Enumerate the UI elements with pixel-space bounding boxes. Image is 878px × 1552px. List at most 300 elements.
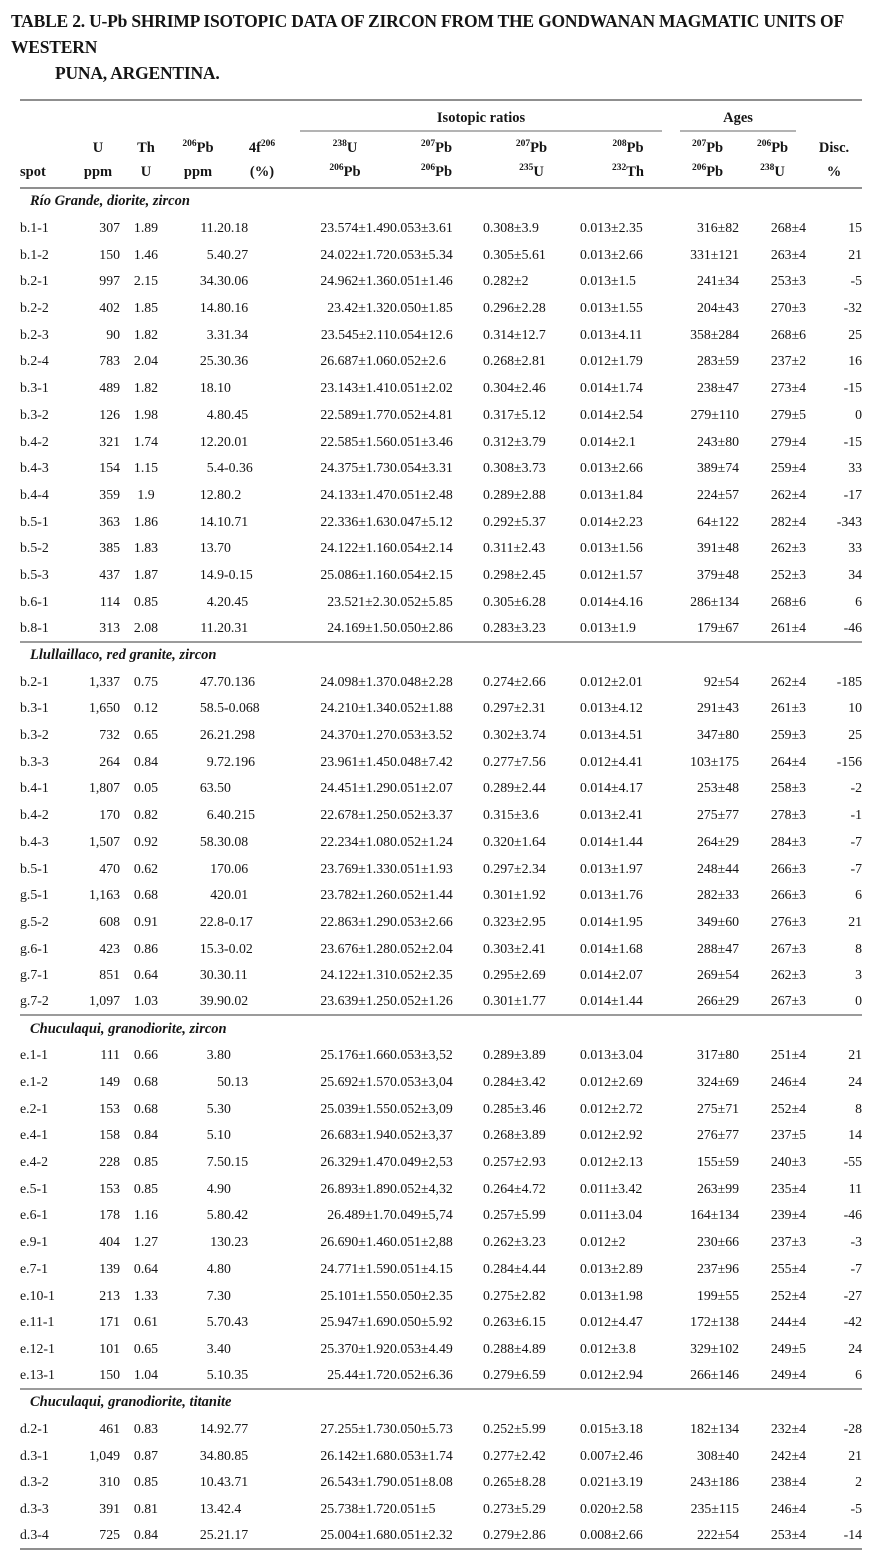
cell-pb207-pb206: 0.053±5.34 (390, 246, 453, 262)
cell-u-ppm: 1,650 (88, 700, 120, 716)
cell-pb206-ppm: 63.5 (199, 780, 224, 796)
table-title-line1: TABLE 2. U-Pb SHRIMP ISOTOPIC DATA OF ZIRCON FROM THE GONDWANAN MAGMATIC UNITS OF WESTERN (11, 11, 844, 57)
cell-age-pb206-u238: 232±4 (770, 1420, 807, 1436)
cell-u238-pb206: 23.545±2.11 (320, 326, 390, 342)
cell-u238-pb206: 23.676±1.28 (320, 940, 390, 956)
cell-pb207-u235: 0.257±5.99 (483, 1207, 546, 1223)
cell-spot: g.5-2 (20, 913, 49, 929)
cell-age-pb207-pb206: 204±43 (696, 300, 740, 316)
cell-pb208-th232: 0.014±2.54 (580, 406, 643, 422)
cell-age-pb206-u238: 261±3 (770, 700, 807, 716)
cell-th-u: 1.9 (137, 486, 155, 502)
cell-pb207-pb206: 0.051±3.46 (390, 433, 453, 449)
cell-u-ppm: 783 (99, 353, 120, 369)
cell-u238-pb206: 24.169±1.5 (327, 619, 390, 635)
cell-pb206-ppm: 3.4 (206, 1340, 224, 1356)
cell-spot: b.3-1 (20, 700, 49, 716)
cell-f206-pct: 0.36 (224, 353, 249, 369)
cell-pb206-ppm: 10.4 (199, 1474, 224, 1490)
cell-u-ppm: 307 (99, 220, 120, 236)
cell-f206-pct: 0.11 (224, 967, 248, 983)
cell-u238-pb206: 25.039±1.55 (320, 1100, 390, 1116)
cell-pb207-u235: 0.252±5.99 (483, 1420, 546, 1436)
cell-pb207-u235: 0.301±1.92 (483, 887, 546, 903)
cell-th-u: 0.65 (133, 727, 159, 743)
cell-spot: e.9-1 (20, 1234, 48, 1250)
cell-age-pb207-pb206: 235±115 (690, 1501, 740, 1517)
cell-age-pb206-u238: 237±3 (770, 1234, 807, 1250)
cell-disc-pct: -42 (843, 1314, 863, 1330)
table-row (20, 295, 862, 322)
table-row (20, 962, 862, 989)
cell-age-pb206-u238: 262±4 (770, 486, 807, 502)
cell-pb208-th232: 0.014±2.07 (580, 967, 643, 983)
cell-pb207-pb206: 0.054±2.14 (390, 540, 453, 556)
table-row (20, 935, 862, 962)
cell-age-pb207-pb206: 283±59 (696, 353, 740, 369)
cell-u-ppm: 213 (99, 1287, 120, 1303)
cell-spot: b.6-1 (20, 593, 49, 609)
cell-pb206-ppm: 11.2 (200, 220, 224, 236)
cell-pb206-ppm: 9.7 (206, 753, 224, 769)
cell-u-ppm: 404 (99, 1234, 120, 1250)
cell-age-pb207-pb206: 103±175 (690, 753, 740, 769)
cell-pb206-ppm: 5.4 (206, 246, 224, 262)
cell-pb207-u235: 0.288±4.89 (483, 1340, 546, 1356)
cell-pb207-u235: 0.284±3.42 (483, 1074, 546, 1090)
cell-pb207-pb206: 0.054±12.6 (390, 326, 453, 342)
cell-pb207-pb206: 0.053±3,04 (390, 1074, 453, 1090)
cell-f206-pct: -0.15 (224, 566, 253, 582)
cell-pb208-th232: 0.013±2.35 (580, 220, 643, 236)
table-row (20, 1336, 862, 1363)
cell-u238-pb206: 24.451±1.29 (320, 780, 390, 796)
cell-disc-pct: -46 (843, 1207, 863, 1223)
cell-th-u: 0.85 (133, 593, 159, 609)
cell-pb208-th232: 0.013±2.66 (580, 246, 643, 262)
table-row (20, 1362, 862, 1389)
cell-spot: b.2-4 (20, 353, 49, 369)
cell-u-ppm: 461 (99, 1420, 120, 1436)
section-row (20, 1389, 862, 1416)
section-row (20, 1015, 862, 1042)
cell-pb207-pb206: 0.048±2.28 (390, 673, 453, 689)
cell-f206-pct: 0.85 (224, 1447, 249, 1463)
cell-disc-pct: -7 (850, 1260, 863, 1276)
cell-pb206-ppm: 4.9 (206, 1180, 224, 1196)
cell-pb207-pb206: 0.052±2.6 (390, 353, 446, 369)
cell-f206-pct: 0.06 (224, 860, 249, 876)
cell-f206-pct: 0.18 (224, 220, 249, 236)
table-row (20, 268, 862, 295)
cell-pb207-pb206: 0.052±4,32 (390, 1180, 453, 1196)
cell-age-pb207-pb206: 248±44 (696, 860, 740, 876)
cell-pb206-ppm: 12.2 (199, 433, 224, 449)
cell-pb207-u235: 0.303±2.41 (483, 940, 546, 956)
cell-pb207-pb206: 0.052±3,37 (390, 1127, 453, 1143)
cell-th-u: 1.82 (133, 326, 159, 342)
cell-spot: e.10-1 (20, 1287, 55, 1303)
cell-th-u: 0.82 (133, 807, 159, 823)
cell-th-u: 0.84 (133, 1127, 159, 1143)
table-row (20, 668, 862, 695)
cell-f206-pct: 2.4 (224, 1501, 242, 1517)
cell-pb207-u235: 0.289±3.89 (483, 1047, 546, 1063)
cell-u-ppm: 1,807 (88, 780, 120, 796)
cell-pb206-ppm: 42 (210, 887, 224, 903)
table-row (20, 1496, 862, 1523)
table-row (20, 375, 862, 402)
cell-pb208-th232: 0.013±1.9 (580, 619, 636, 635)
table-title (11, 8, 874, 86)
cell-age-pb206-u238: 249±5 (770, 1340, 807, 1356)
cell-u-ppm: 170 (99, 807, 120, 823)
cell-u238-pb206: 23.574±1.49 (320, 220, 390, 236)
cell-age-pb206-u238: 235±4 (770, 1180, 807, 1196)
cell-pb207-u235: 0.314±12.7 (483, 326, 546, 342)
cell-pb208-th232: 0.012±2.94 (580, 1367, 643, 1383)
cell-u238-pb206: 24.370±1.27 (320, 727, 390, 743)
cell-pb206-ppm: 5.4 (206, 460, 224, 476)
cell-age-pb207-pb206: 222±54 (696, 1527, 740, 1543)
cell-pb207-u235: 0.297±2.34 (483, 860, 546, 876)
cell-disc-pct: 15 (848, 220, 863, 236)
cell-pb206-ppm: 34.8 (199, 1447, 224, 1463)
cell-u238-pb206: 26.683±1.94 (320, 1127, 390, 1143)
cell-pb207-u235: 0.301±1.77 (483, 993, 546, 1009)
cell-age-pb207-pb206: 179±67 (696, 619, 740, 635)
table-row (20, 508, 862, 535)
cell-f206-pct: 1.17 (224, 1527, 249, 1543)
cell-pb206-ppm: 4.8 (206, 1260, 224, 1276)
cell-pb207-pb206: 0.051±2.02 (390, 380, 453, 396)
cell-u238-pb206: 22.336±1.63 (320, 513, 390, 529)
cell-f206-pct: 0 (224, 1287, 231, 1303)
cell-pb207-pb206: 0.053±3.61 (390, 220, 453, 236)
group-isotopic-ratios (300, 100, 676, 132)
cell-age-pb206-u238: 249±4 (770, 1367, 807, 1383)
table-row (20, 588, 862, 615)
cell-u238-pb206: 26.489±1.7 (327, 1207, 390, 1223)
table-row (20, 1175, 862, 1202)
cell-age-pb206-u238: 282±4 (770, 513, 807, 529)
col-header-disc: Disc. % (806, 132, 862, 188)
cell-th-u: 1.74 (133, 433, 159, 449)
table-row (20, 1229, 862, 1256)
cell-spot: d.3-3 (20, 1501, 49, 1517)
cell-age-pb207-pb206: 243±80 (696, 433, 740, 449)
cell-spot: b.4-1 (20, 780, 49, 796)
cell-age-pb206-u238: 270±3 (770, 300, 807, 316)
cell-pb208-th232: 0.014±1.95 (580, 913, 643, 929)
cell-pb208-th232: 0.013±3.04 (580, 1047, 643, 1063)
cell-age-pb207-pb206: 263±99 (696, 1180, 740, 1196)
cell-pb207-pb206: 0.051±1.46 (390, 273, 453, 289)
cell-pb208-th232: 0.008±2.66 (580, 1527, 643, 1543)
cell-age-pb207-pb206: 288±47 (696, 940, 740, 956)
cell-spot: b.1-2 (20, 246, 49, 262)
cell-age-pb207-pb206: 291±43 (696, 700, 740, 716)
table-row (20, 535, 862, 562)
cell-age-pb206-u238: 266±3 (770, 887, 807, 903)
cell-age-pb206-u238: 279±4 (770, 433, 807, 449)
cell-f206-pct: 0.23 (224, 1234, 249, 1250)
cell-pb207-pb206: 0.050±5.73 (390, 1420, 453, 1436)
cell-u238-pb206: 22.234±1.08 (320, 833, 390, 849)
cell-disc-pct: -2 (850, 780, 863, 796)
cell-pb208-th232: 0.013±1.76 (580, 887, 643, 903)
cell-f206-pct: -0.02 (224, 940, 253, 956)
cell-pb206-ppm: 47.7 (199, 673, 224, 689)
cell-age-pb206-u238: 268±6 (770, 326, 807, 342)
cell-disc-pct: -15 (843, 433, 863, 449)
cell-age-pb207-pb206: 275±71 (696, 1100, 740, 1116)
table-row (20, 855, 862, 882)
cell-spot: b.4-3 (20, 460, 49, 476)
cell-pb207-pb206: 0.052±1.26 (390, 993, 453, 1009)
cell-pb208-th232: 0.012±2.69 (580, 1074, 643, 1090)
cell-pb207-u235: 0.323±2.95 (483, 913, 546, 929)
cell-u238-pb206: 26.687±1.06 (320, 353, 390, 369)
cell-pb207-pb206: 0.047±5.12 (390, 513, 453, 529)
cell-spot: g.5-1 (20, 887, 49, 903)
cell-spot: b.2-2 (20, 300, 49, 316)
cell-th-u: 1.16 (133, 1207, 159, 1223)
cell-disc-pct: -5 (850, 273, 863, 289)
cell-spot: b.4-2 (20, 807, 49, 823)
cell-disc-pct: 0 (855, 993, 863, 1009)
cell-u-ppm: 385 (99, 540, 120, 556)
cell-pb207-u235: 0.265±8.28 (483, 1474, 546, 1490)
cell-f206-pct: 0.02 (224, 993, 249, 1009)
cell-age-pb206-u238: 259±3 (770, 727, 807, 743)
cell-pb208-th232: 0.015±3.18 (580, 1420, 643, 1436)
cell-u-ppm: 111 (100, 1047, 120, 1063)
cell-pb206-ppm: 15.3 (199, 940, 224, 956)
cell-pb207-pb206: 0.051±5 (390, 1501, 436, 1517)
cell-age-pb206-u238: 278±3 (770, 807, 807, 823)
cell-age-pb207-pb206: 389±74 (696, 460, 740, 476)
cell-disc-pct: 24 (848, 1074, 863, 1090)
cell-pb206-ppm: 39.9 (199, 993, 224, 1009)
table-row (20, 562, 862, 589)
col-header-spot: spot (20, 132, 76, 188)
cell-pb208-th232: 0.013±1.55 (580, 300, 643, 316)
cell-u-ppm: 126 (99, 406, 120, 422)
cell-pb207-u235: 0.279±2.86 (483, 1527, 546, 1543)
cell-th-u: 2.15 (133, 273, 159, 289)
cell-age-pb206-u238: 242±4 (770, 1447, 807, 1463)
cell-pb207-pb206: 0.052±1.24 (390, 833, 453, 849)
cell-spot: b.3-1 (20, 380, 49, 396)
cell-u-ppm: 150 (99, 246, 120, 262)
cell-age-pb206-u238: 237±5 (770, 1127, 807, 1143)
cell-pb208-th232: 0.014±4.17 (580, 780, 643, 796)
table-row (20, 1442, 862, 1469)
cell-pb208-th232: 0.014±1.44 (580, 993, 643, 1009)
cell-pb207-pb206: 0.051±8.08 (390, 1474, 453, 1490)
cell-disc-pct: -343 (836, 513, 863, 529)
cell-spot: e.1-2 (20, 1074, 48, 1090)
cell-age-pb207-pb206: 182±134 (690, 1420, 740, 1436)
cell-disc-pct: 25 (848, 727, 863, 743)
cell-th-u: 0.87 (133, 1447, 159, 1463)
cell-th-u: 0.68 (133, 1100, 159, 1116)
column-header-row (20, 132, 862, 188)
table-row (20, 1095, 862, 1122)
cell-age-pb207-pb206: 155±59 (696, 1154, 740, 1170)
cell-th-u: 1.86 (133, 513, 159, 529)
cell-f206-pct: -0.17 (224, 913, 253, 929)
cell-disc-pct: 33 (848, 460, 863, 476)
cell-spot: d.3-1 (20, 1447, 49, 1463)
cell-th-u: 2.08 (133, 619, 159, 635)
cell-f206-pct: 0 (224, 1127, 231, 1143)
cell-f206-pct: 0.2 (224, 486, 242, 502)
cell-th-u: 0.65 (133, 1340, 159, 1356)
cell-th-u: 1.04 (133, 1367, 159, 1383)
cell-pb207-u235: 0.315±3.6 (483, 807, 539, 823)
cell-th-u: 1.46 (133, 246, 159, 262)
cell-disc-pct: -7 (850, 833, 863, 849)
col-header-f206: $4f^{206}$ (%) (224, 132, 300, 188)
col-header-age-pb206-u238: $^{206}$Pb $^{238}$U (739, 132, 806, 188)
cell-age-pb207-pb206: 92±54 (703, 673, 740, 689)
cell-age-pb206-u238: 284±3 (770, 833, 807, 849)
table-row (20, 428, 862, 455)
col-header-pb206-ppm: $^{206}$Pb ppm (172, 132, 224, 188)
col-header-pb208-th232: $^{208}$Pb $^{232}$Th (580, 132, 676, 188)
cell-th-u: 0.68 (133, 887, 159, 903)
group-ages (676, 100, 806, 132)
table-row (20, 1202, 862, 1229)
cell-age-pb207-pb206: 329±102 (690, 1340, 740, 1356)
cell-pb207-u235: 0.289±2.88 (483, 486, 546, 502)
cell-age-pb207-pb206: 224±57 (696, 486, 740, 502)
table-row (20, 1282, 862, 1309)
cell-pb208-th232: 0.012±1.79 (580, 353, 643, 369)
cell-pb206-ppm: 4.8 (206, 406, 224, 422)
cell-disc-pct: -7 (850, 860, 863, 876)
cell-f206-pct: 0.08 (224, 833, 249, 849)
cell-spot: e.4-1 (20, 1127, 48, 1143)
cell-pb207-pb206: 0.051±1.93 (390, 860, 453, 876)
cell-disc-pct: -3 (850, 1234, 863, 1250)
cell-disc-pct: 21 (848, 1047, 863, 1063)
cell-pb206-ppm: 18.1 (199, 380, 224, 396)
cell-age-pb207-pb206: 379±48 (696, 566, 740, 582)
cell-u-ppm: 402 (99, 300, 120, 316)
cell-age-pb206-u238: 246±4 (770, 1074, 807, 1090)
cell-pb207-u235: 0.312±3.79 (483, 433, 546, 449)
cell-u238-pb206: 24.022±1.72 (320, 246, 390, 262)
cell-pb206-ppm: 5.1 (206, 1127, 224, 1143)
cell-f206-pct: 0.45 (224, 593, 249, 609)
cell-th-u: 0.62 (133, 860, 159, 876)
cell-u238-pb206: 26.142±1.68 (320, 1447, 390, 1463)
cell-pb208-th232: 0.014±2.1 (580, 433, 636, 449)
cell-pb208-th232: 0.013±1.98 (580, 1287, 643, 1303)
cell-th-u: 0.75 (133, 673, 159, 689)
cell-f206-pct: -0.068 (224, 700, 260, 716)
cell-disc-pct: 8 (855, 1100, 863, 1116)
cell-spot: d.3-4 (20, 1527, 49, 1543)
cell-spot: d.2-1 (20, 1420, 49, 1436)
cell-u-ppm: 153 (99, 1100, 120, 1116)
cell-u-ppm: 1,097 (88, 993, 120, 1009)
table-row (20, 909, 862, 936)
cell-disc-pct: 6 (855, 1367, 863, 1383)
cell-u238-pb206: 25.738±1.72 (320, 1501, 390, 1517)
cell-th-u: 1.87 (133, 566, 159, 582)
table-row (20, 1309, 862, 1336)
cell-age-pb206-u238: 253±3 (770, 273, 807, 289)
table-row (20, 695, 862, 722)
cell-disc-pct: -5 (850, 1501, 863, 1517)
cell-f206-pct: 0 (224, 540, 231, 556)
cell-pb208-th232: 0.012±2.72 (580, 1100, 643, 1116)
cell-pb207-pb206: 0.053±2.66 (390, 913, 453, 929)
isotopic-data-table (20, 99, 862, 1550)
cell-age-pb206-u238: 261±4 (770, 619, 807, 635)
cell-spot: b.5-2 (20, 540, 49, 556)
cell-age-pb207-pb206: 266±29 (696, 993, 740, 1009)
cell-u238-pb206: 22.863±1.29 (320, 913, 390, 929)
cell-disc-pct: -27 (843, 1287, 863, 1303)
cell-spot: d.3-2 (20, 1474, 49, 1490)
cell-pb207-pb206: 0.048±7.42 (390, 753, 453, 769)
cell-f206-pct: 0.27 (224, 246, 249, 262)
cell-age-pb206-u238: 252±4 (770, 1100, 807, 1116)
cell-spot: g.6-1 (20, 940, 49, 956)
cell-f206-pct: 0.31 (224, 619, 249, 635)
cell-disc-pct: -15 (843, 380, 863, 396)
cell-age-pb207-pb206: 282±33 (696, 887, 740, 903)
cell-pb207-u235: 0.296±2.28 (483, 300, 546, 316)
cell-pb208-th232: 0.013±4.51 (580, 727, 643, 743)
cell-age-pb207-pb206: 276±77 (696, 1127, 740, 1143)
cell-age-pb206-u238: 263±4 (770, 246, 807, 262)
cell-f206-pct: 0.45 (224, 406, 249, 422)
cell-age-pb207-pb206: 317±80 (696, 1047, 740, 1063)
cell-u-ppm: 114 (99, 593, 120, 609)
cell-pb207-pb206: 0.053±1.74 (390, 1447, 453, 1463)
cell-u-ppm: 1,337 (88, 673, 120, 689)
cell-age-pb207-pb206: 241±34 (696, 273, 740, 289)
cell-th-u: 0.84 (133, 753, 159, 769)
cell-pb208-th232: 0.012±4.47 (580, 1314, 643, 1330)
cell-age-pb207-pb206: 243±186 (690, 1474, 740, 1490)
cell-u238-pb206: 23.143±1.41 (320, 380, 390, 396)
table-title-line2: PUNA, ARGENTINA. (55, 63, 220, 83)
cell-pb208-th232: 0.013±4.12 (580, 700, 643, 716)
cell-f206-pct: 0.215 (224, 807, 256, 823)
cell-pb206-ppm: 14.9 (199, 1420, 224, 1436)
cell-f206-pct: -0.36 (224, 460, 253, 476)
cell-u-ppm: 470 (99, 860, 120, 876)
cell-pb206-ppm: 5.3 (206, 1100, 224, 1116)
cell-th-u: 1.15 (133, 460, 159, 476)
cell-u238-pb206: 23.639±1.25 (320, 993, 390, 1009)
cell-pb207-u235: 0.292±5.37 (483, 513, 546, 529)
cell-u-ppm: 321 (99, 433, 120, 449)
cell-th-u: 0.83 (133, 1420, 159, 1436)
cell-pb207-u235: 0.264±4.72 (483, 1180, 546, 1196)
cell-u-ppm: 153 (99, 1180, 120, 1196)
cell-th-u: 0.81 (133, 1501, 159, 1517)
cell-u-ppm: 178 (99, 1207, 120, 1223)
cell-pb206-ppm: 6.4 (206, 807, 224, 823)
